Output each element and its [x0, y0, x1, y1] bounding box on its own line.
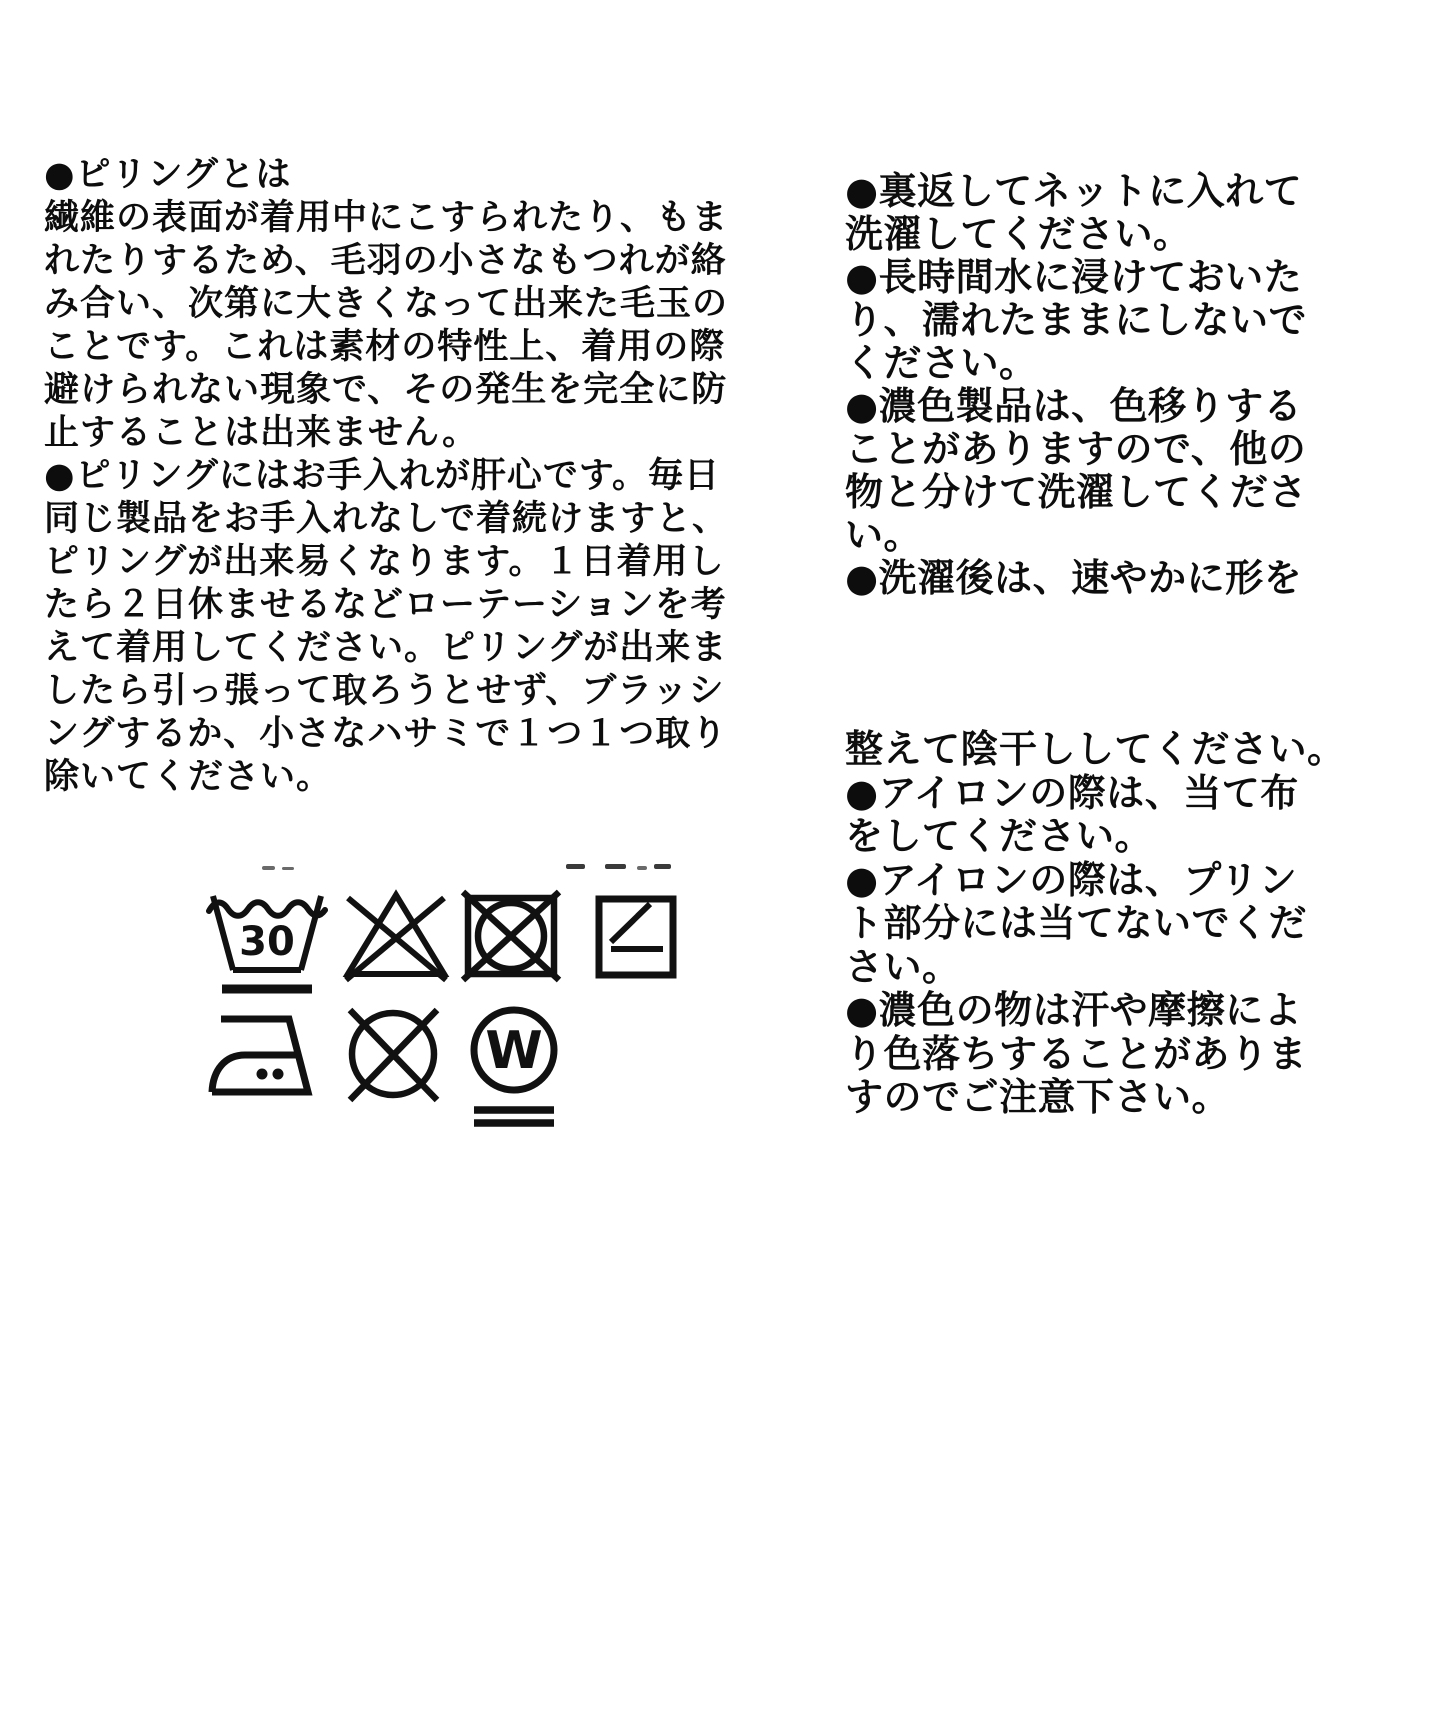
text-line: ●アイロンの際は、プリン — [845, 857, 1298, 902]
text-line: 洗濯してください。 — [845, 212, 1192, 256]
text-line: をしてください。 — [845, 814, 1154, 858]
text-line: ことがありますので、他の — [845, 427, 1307, 471]
cropped-text-artifact — [637, 866, 647, 870]
washing-instructions-block — [845, 170, 1345, 600]
wash-temperature-label: 30 — [239, 919, 295, 965]
wet-clean-label: W — [485, 1021, 543, 1081]
text-line: ください。 — [845, 341, 1038, 385]
text-line: 除いてください。 — [44, 757, 333, 797]
cropped-text-artifact — [605, 864, 626, 869]
text-line: ●アイロンの際は、当て布 — [845, 770, 1299, 815]
dry-flat-in-shade-icon — [594, 894, 678, 980]
text-line: 避けられない現象で、その発生を完全に防 — [44, 370, 728, 410]
text-line: ●ピリングとは — [44, 155, 292, 195]
text-line: れたりするため、毛羽の小さなもつれが絡 — [44, 241, 727, 281]
cropped-text-artifact — [262, 866, 275, 870]
text-line: すのでご注意下さい。 — [845, 1075, 1231, 1119]
do-not-dry-clean-icon — [336, 1002, 450, 1104]
text-line: 同じ製品をお手入れなしで着続けますと、 — [44, 499, 729, 539]
text-line: ●洗濯後は、速やかに形を — [845, 556, 1303, 600]
text-line: り色落ちすることがありま — [845, 1031, 1308, 1076]
drying-ironing-instructions-block — [845, 728, 1355, 1120]
iron-medium-two-dots-icon — [204, 1008, 336, 1100]
cropped-text-artifact — [566, 864, 585, 869]
cropped-text-artifact — [282, 867, 294, 870]
text-line: ●濃色の物は汗や摩擦によ — [845, 988, 1303, 1032]
do-not-tumble-dry-icon — [458, 888, 564, 984]
wash-30-mild-icon — [206, 888, 328, 998]
text-line: り、濡れたままにしないで — [845, 298, 1308, 342]
text-line: ングするか、小さなハサミで１つ１つ取り — [44, 714, 728, 754]
text-line: 物と分けて洗濯してくださ — [845, 470, 1308, 514]
text-line: み合い、次第に大きくなって出来た毛玉の — [44, 284, 729, 324]
text-line: い。 — [845, 513, 923, 557]
text-line: ●裏返してネットに入れて — [845, 169, 1303, 213]
pilling-explanation-column — [44, 154, 764, 799]
wet-clean-mild-icon — [464, 1004, 564, 1128]
text-line: したら引っ張って取ろうとせず、ブラッシ — [44, 671, 725, 711]
cropped-text-artifact — [654, 864, 671, 869]
text-line: ●濃色製品は、色移りする — [845, 384, 1303, 428]
text-line: ピリングが出来易くなります。１日着用し — [44, 542, 725, 582]
text-line: ●長時間水に浸けておいた — [845, 255, 1303, 299]
text-line: さい。 — [845, 944, 961, 989]
do-not-bleach-icon — [338, 888, 454, 984]
text-line: たら２日休ませるなどローテーションを考 — [44, 585, 727, 625]
text-line: 繊維の表面が着用中にこすられたり、もま — [44, 198, 729, 238]
text-line: えて着用してください。ピリングが出来ま — [44, 628, 728, 668]
text-line: 整えて陰干ししてください。 — [845, 727, 1346, 771]
text-line: ●ピリングにはお手入れが肝心です。毎日 — [44, 456, 721, 496]
text-line: 止することは出来ません。 — [44, 413, 479, 453]
text-line: ことです。これは素材の特性上、着用の際 — [44, 327, 726, 367]
text-line: ト部分には当てないでくだ — [845, 901, 1308, 945]
